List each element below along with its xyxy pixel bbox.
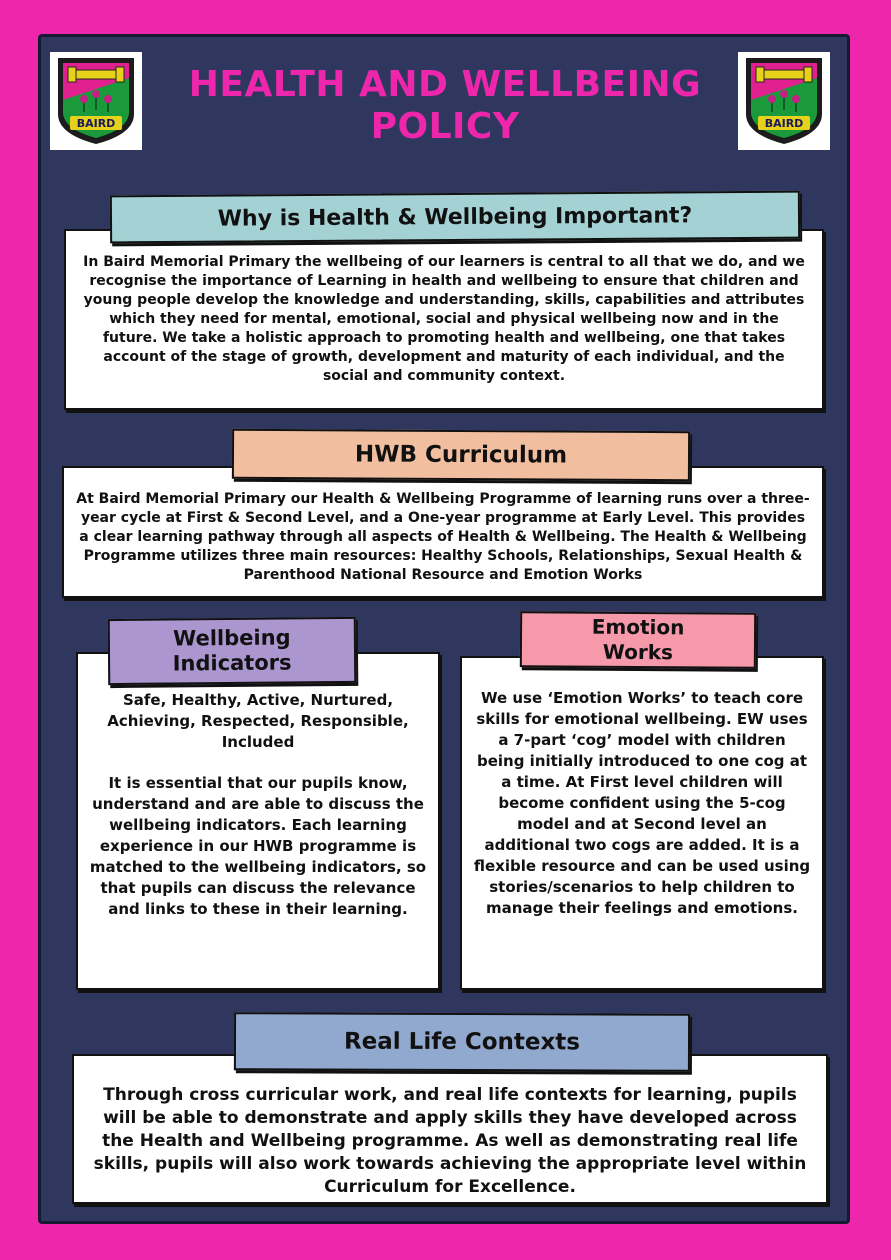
real-life-heading: Real Life Contexts <box>234 1012 690 1072</box>
crest-icon <box>738 52 830 150</box>
emotion-body-text: We use ‘Emotion Works’ to teach core skills for emotional wellbeing. EW uses a 7-part ‘cog’ model with children being initially introduced to one cog at a time. At First level children will become confident using the 5-cog model and at Second level an additional two cogs are added. It is a flexible resource and can be used using stories/scenarios to help children to manage their feelings and emotions. <box>473 689 811 917</box>
svg-text:BAIRD: BAIRD <box>764 117 804 130</box>
indicators-body-text: It is essential that our pupils know, understand and are able to discuss the wellbeing indicators. Each learning experience in our HWB programme is matched to the wellbeing indicators, so that pupils can discuss the relevance and links to these in their learning. <box>89 774 427 918</box>
indicators-heading: Wellbeing Indicators <box>108 617 357 685</box>
why-body-box <box>64 229 824 410</box>
why-heading: Why is Health & Wellbeing Important? <box>110 191 800 244</box>
indicators-body-box <box>76 652 440 990</box>
curriculum-heading: HWB Curriculum <box>232 429 690 481</box>
crest-icon <box>50 52 142 150</box>
emotion-body-box <box>460 656 824 990</box>
school-crest-left <box>50 52 142 150</box>
real-life-body-box <box>72 1054 828 1204</box>
emotion-heading: Emotion Works <box>520 611 756 669</box>
why-body-text: In Baird Memorial Primary the wellbeing of our learners is central to all that we do, and we recognise the importance of Learning in health and wellbeing to ensure that children and young people develop the knowledge and understanding, skills, capabilities and attributes which they need for mental, emotional, social and physical wellbeing now and in the future. We take a holistic approach to promoting health and wellbeing, one that takes account of the stage of growth, development and maturity of each individual, and the social and community context. <box>83 254 805 384</box>
curriculum-body-text: At Baird Memorial Primary our Health & Wellbeing Programme of learning runs over a three-year cycle at First & Second Level, and a One-year programme at Early Level. This provides a clear learning pathway through all aspects of Health & Wellbeing. The Health & Wellbeing Programme utilizes three main resources: Healthy Schools, Relationships, Sexual Health & Parenthood National Resource and Emotion Works <box>76 491 810 583</box>
page-title: HEALTH AND WELLBEING POLICY <box>188 64 702 147</box>
real-life-body-text: Through cross curricular work, and real life contexts for learning, pupils will be able to demonstrate and apply skills they have developed across the Health and Wellbeing programme. As well as demonstrating real life skills, pupils will also work towards achieving the appropriate level within Curriculum for Excellence. <box>93 1085 807 1197</box>
curriculum-body-box <box>62 466 824 598</box>
school-crest-right <box>738 52 830 150</box>
svg-text:BAIRD: BAIRD <box>76 117 116 130</box>
indicators-list-text: Safe, Healthy, Active, Nurtured, Achieving, Respected, Responsible, Included <box>107 691 409 751</box>
